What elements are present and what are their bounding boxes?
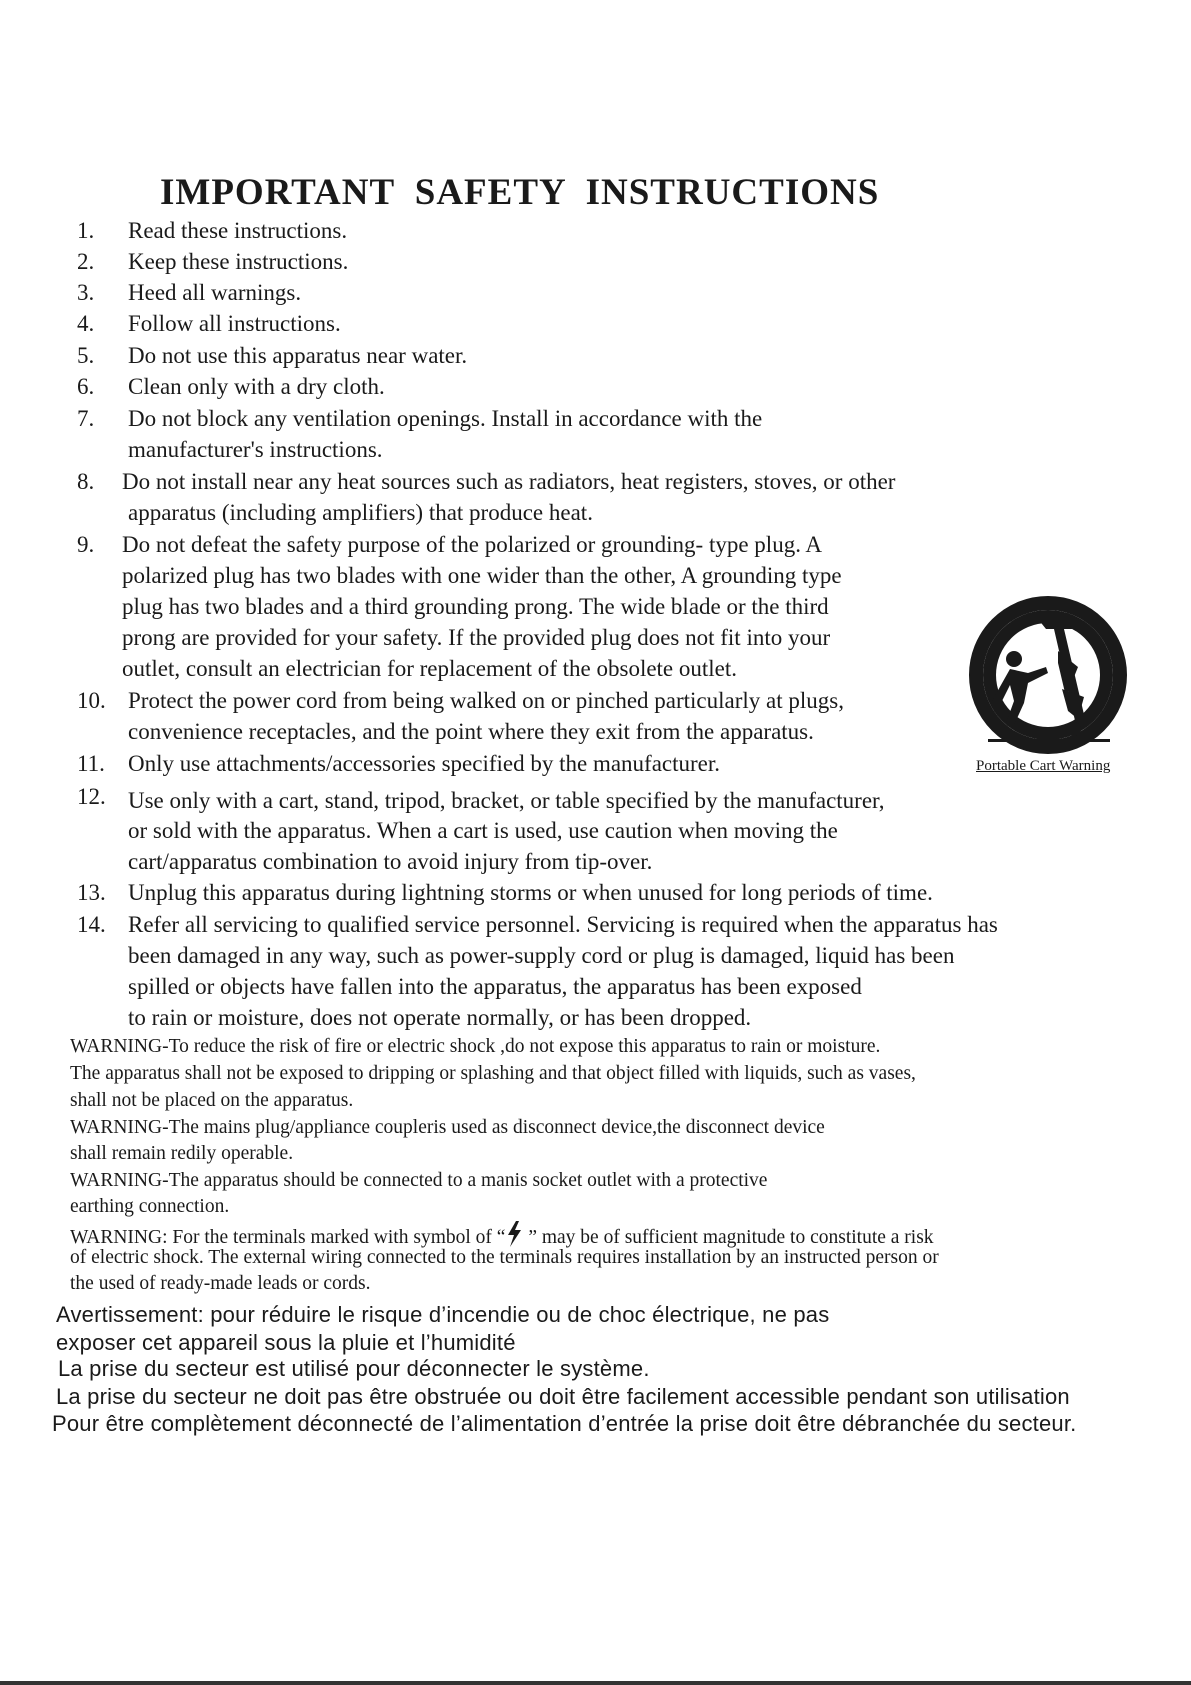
instruction-text: apparatus (including amplifiers) that produce heat. — [128, 500, 593, 525]
instruction-text: or sold with the apparatus. When a cart is used, use caution when moving the — [128, 818, 838, 843]
warning-text: of electric shock. The external wiring connected to the terminals requires installation by an instructed person or — [70, 1247, 939, 1268]
terminal-warning — [70, 1221, 934, 1249]
warning-text: WARNING-The mains plug/appliance coupleris used as disconnect device,the disconnect device — [70, 1117, 825, 1138]
warning-text: the used of ready-made leads or cords. — [70, 1273, 371, 1294]
french-warning-text: Avertissement: pour réduire le risque d’incendie ou de choc électrique, ne pas — [56, 1302, 830, 1327]
portable-cart-prohibition-icon — [966, 593, 1130, 757]
warning-text: The apparatus shall not be exposed to dripping or splashing and that object filled with liquids, such as vases, — [70, 1063, 916, 1084]
instruction-text: Do not install near any heat sources such as radiators, heat registers, stoves, or other — [122, 469, 896, 494]
item-number: 12. — [77, 784, 106, 809]
item-number: 3. — [77, 280, 95, 305]
instruction-text: polarized plug has two blades with one wider than the other, A grounding type — [122, 563, 842, 588]
instruction-text: Use only with a cart, stand, tripod, bracket, or table specified by the manufacturer, — [128, 788, 885, 813]
french-warning-text: Pour être complètement déconnecté de l’alimentation d’entrée la prise doit être débranchée du secteur. — [52, 1411, 1077, 1436]
terminal-warning-end: ” may be of sufficient magnitude to constitute a risk — [523, 1227, 934, 1248]
instruction-text: convenience receptacles, and the point where they exit from the apparatus. — [128, 719, 814, 744]
item-number: 4. — [77, 311, 95, 336]
french-warning-text: exposer cet appareil sous la pluie et l’humidité — [56, 1330, 516, 1355]
instruction-text: Read these instructions. — [128, 218, 348, 243]
instruction-text: spilled or objects have fallen into the apparatus, the apparatus has been exposed — [128, 974, 862, 999]
warning-text: earthing connection. — [70, 1196, 230, 1217]
bottom-border — [0, 1681, 1191, 1685]
instruction-text: Clean only with a dry cloth. — [128, 374, 385, 399]
instruction-text: Refer all servicing to qualified service personnel. Servicing is required when the apparatus has — [128, 912, 998, 937]
item-number: 11. — [77, 751, 105, 776]
lightning-bolt-icon — [506, 1221, 522, 1247]
item-number: 5. — [77, 343, 95, 368]
item-number: 10. — [77, 688, 106, 713]
instruction-text: Unplug this apparatus during lightning storms or when unused for long periods of time. — [128, 880, 933, 905]
french-warning-text: La prise du secteur est utilisé pour déconnecter le système. — [58, 1356, 650, 1381]
instruction-text: Do not use this apparatus near water. — [128, 343, 468, 368]
instruction-text: cart/apparatus combination to avoid injury from tip-over. — [128, 849, 653, 874]
item-number: 6. — [77, 374, 95, 399]
cart-warning-label: Portable Cart Warning — [976, 758, 1111, 774]
instruction-text: Follow all instructions. — [128, 311, 341, 336]
item-number: 1. — [77, 218, 95, 243]
instruction-text: Keep these instructions. — [128, 249, 349, 274]
item-number: 14. — [77, 912, 106, 937]
instruction-text: manufacturer's instructions. — [128, 437, 383, 462]
item-number: 7. — [77, 406, 95, 431]
instruction-text: plug has two blades and a third grounding prong. The wide blade or the third — [122, 594, 829, 619]
instruction-text: prong are provided for your safety. If the provided plug does not fit into your — [122, 625, 831, 650]
instruction-text: Do not block any ventilation openings. Install in accordance with the — [128, 406, 763, 431]
instruction-text: Heed all warnings. — [128, 280, 302, 305]
warning-text: WARNING-The apparatus should be connected to a manis socket outlet with a protective — [70, 1170, 768, 1191]
instruction-text: to rain or moisture, does not operate normally, or has been dropped. — [128, 1005, 752, 1030]
french-warning-text: La prise du secteur ne doit pas être obstruée ou doit être facilement accessible pendant son utilisation — [56, 1384, 1070, 1409]
page-title: IMPORTANT SAFETY INSTRUCTIONS — [160, 172, 880, 213]
instruction-text: Protect the power cord from being walked on or pinched particularly at plugs, — [128, 688, 844, 713]
instruction-text: outlet, consult an electrician for replacement of the obsolete outlet. — [122, 656, 738, 681]
item-number: 9. — [77, 532, 95, 557]
instruction-text: Only use attachments/accessories specified by the manufacturer. — [128, 751, 721, 776]
terminal-warning-start: WARNING: For the terminals marked with symbol of “ — [70, 1227, 506, 1248]
warning-text: shall not be placed on the apparatus. — [70, 1090, 354, 1111]
instruction-text: been damaged in any way, such as power-supply cord or plug is damaged, liquid has been — [128, 943, 955, 968]
warning-text: WARNING-To reduce the risk of fire or electric shock ,do not expose this apparatus to rain or moisture. — [70, 1036, 881, 1057]
item-number: 13. — [77, 880, 106, 905]
warning-text: shall remain redily operable. — [70, 1143, 294, 1164]
item-number: 2. — [77, 249, 95, 274]
instruction-text: Do not defeat the safety purpose of the polarized or grounding- type plug. A — [122, 532, 823, 557]
item-number: 8. — [77, 469, 95, 494]
